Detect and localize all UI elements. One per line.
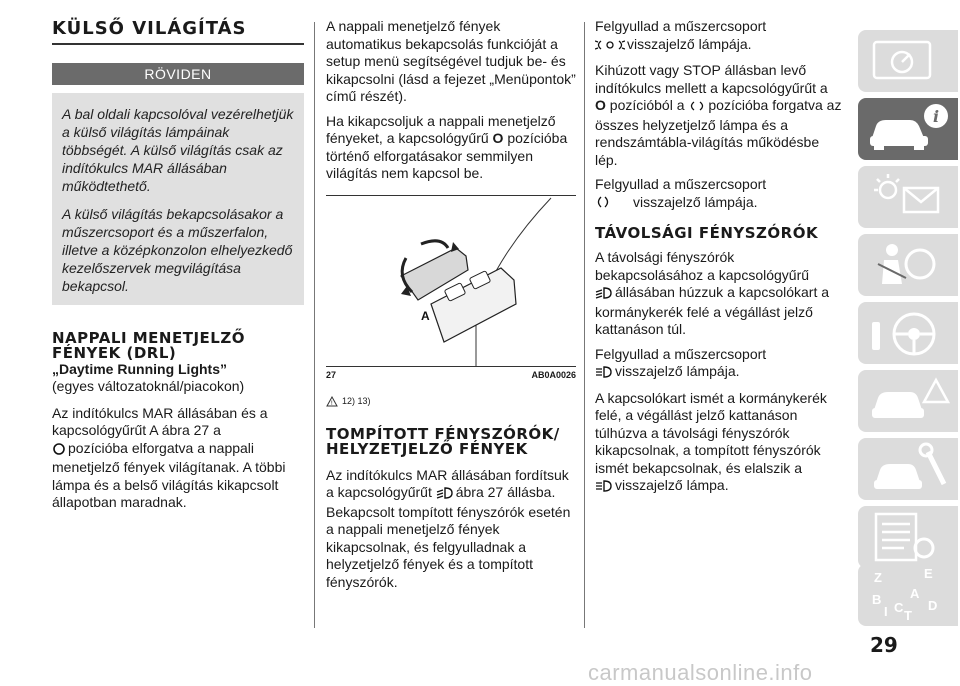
column-right [595,18,843,504]
body-text: Felgyullad a műszercsoport [595,176,767,192]
body-text: Kihúzott vagy STOP állásban levő indítókulcs mellett a kapcsológyűrűt a [595,62,828,96]
off-position-symbol: O [595,97,606,113]
figure-code: AB0A0026 [531,369,576,380]
section-title-drl: NAPPALI MENETJELZŐ FÉNYEK (DRL) [52,329,245,362]
section-title-high-beam: TÁVOLSÁGI FÉNYSZÓRÓK [595,224,819,242]
body-text: Ha kikapcsoljuk a nappali menetjelző fényeket, a kapcsológyűrű [326,112,556,146]
spec-list-icon [858,506,958,568]
column-divider [584,22,585,628]
column-left [52,18,304,519]
chapter-tab-maintenance[interactable] [858,438,958,500]
section-title-low-beam: TOMPÍTOTT FÉNYSZÓRÓK/ HELYZETJELZŐ FÉNYEK [326,424,560,458]
summary-header: RÖVIDEN [52,63,304,85]
dashboard-gauge-icon [858,30,958,92]
body-text: ábra 27 állásba. Bekapcsolt tompított fényszórók esetén a nappali menetjelző fények kikapcsolnak, és felgyulladnak a helyzetjelző fények és a tompított fényszórók. [326,484,571,590]
body-paragraph [595,62,843,169]
chapter-tab-safety[interactable] [858,234,958,296]
chapter-tab-dashboard[interactable] [858,30,958,92]
body-paragraph [595,176,843,213]
warning-triangle-icon [326,396,338,407]
light-switch-illustration [326,196,576,366]
body-paragraph: A nappali menetjelző fények automatikus bekapcsolás funkcióját a setup menü segítségével tudjuk be- és kikapcsolni (lásd a fejezet „Menüpontok” című részét). [326,18,576,104]
wrench-car-icon [858,438,958,500]
section-note: (egyes változatoknál/piacokon) [52,378,245,394]
body-paragraph [595,249,843,339]
body-text: pozícióból a [609,97,685,113]
body-paragraph [595,346,843,383]
body-text: Az indítókulcs MAR állásában fordítsuk a kapcsológyűrűt [326,466,569,500]
svg-text:!: ! [331,400,333,407]
position-lights-icon [595,195,611,214]
high-beam-icon [595,479,613,497]
watermark: carmanualsonline.info [588,660,813,685]
car-info-icon [858,98,958,160]
figure-label-a: A [421,308,430,323]
position-lights-switch-icon [688,99,706,117]
summary-box [52,93,304,305]
low-beam-icon [436,486,454,504]
body-text: visszajelző lámpája. [627,35,752,52]
warning-light-icon [858,166,958,228]
body-text: Az indítókulcs MAR állásában és a kapcsológyűrűt A ábra 27 a [52,404,268,438]
low-beam-icon [595,286,613,304]
summary-paragraph: A bal oldali kapcsolóval vezérelhetjük a külső világítás lámpáinak többségét. A külső világítás csak az indítókulcs MAR állásában működtethető. [62,106,294,194]
off-position-symbol: O [492,130,504,146]
body-text: pozícióba történő elforgatásakor semmilyen világítás nem kapcsol be. [326,130,568,181]
body-paragraph [52,405,304,512]
chapter-tab-warning-lights[interactable] [858,166,958,228]
column-middle [326,18,576,598]
body-paragraph [326,467,576,592]
body-text: pozícióba forgatva az összes helyzetjelző lámpa és a rendszámtábla-világítás működésbe lép. [595,97,842,168]
chapter-tab-index[interactable] [858,564,958,626]
car-warning-icon [858,370,958,432]
index-letter: D [928,598,938,613]
body-paragraph [595,18,843,55]
steering-wheel-icon [858,302,958,364]
body-text: A távolsági fényszórók bekapcsolásához a kapcsológyűrű [595,249,810,283]
figure-number: 27 [326,369,337,380]
body-text: pozícióba elforgatva a nappali menetjelző fények világítanak. A többi lámpa és a belső világítás kikapcsolt állapotban maradnak. [52,439,286,510]
chapter-tab-getting-to-know[interactable] [858,98,958,160]
index-letter: A [910,586,920,601]
drl-symbol-icon [52,442,66,460]
body-text: A kapcsolókart ismét a kormánykerék felé, a végállást jelző kattanáson túlhúzva a távolsági fényszórók kikapcsolnak, a tompított fényszórók ismét bekapcsolnak, és elalszik a [595,389,827,476]
chapter-tab-starting-driving[interactable] [858,302,958,364]
column-divider [314,22,315,628]
body-paragraph [326,113,576,183]
page-number: 29 [870,633,898,657]
chapter-tab-emergency[interactable] [858,370,958,432]
index-letter: B [872,592,882,607]
body-text: állásában húzzuk a kapcsolókart a kormánykerék felé a végállást jelző kattanáson túl. [595,284,830,337]
figure-caption [326,370,576,380]
body-text: visszajelző lámpája. [633,193,758,210]
note-reference-text: 12) 13) [342,396,371,406]
high-beam-icon [595,365,613,383]
figure-light-switch [326,195,576,367]
body-paragraph [595,390,843,497]
body-text: visszajelző lámpája. [615,363,740,379]
summary-paragraph: A külső világítás bekapcsolásakor a műszercsoport és a műszerfalon, illetve a középkonzolon elhelyezkedő kezelőszervek megvilágítása bekapcsol. [62,206,293,294]
airbag-person-icon [858,234,958,296]
position-lights-icon [595,38,625,56]
chapter-tab-technical-data[interactable] [858,506,958,568]
note-references [326,396,576,407]
index-letter: Z [874,570,882,585]
body-text: Felgyullad a műszercsoport [595,345,767,362]
body-text: Felgyullad a műszercsoport [595,18,767,34]
index-letter: E [924,566,933,581]
body-text: visszajelző lámpa. [615,477,729,493]
info-glyph: i [933,107,940,126]
index-letter: T [904,608,912,623]
section-subtitle: „Daytime Running Lights” [52,361,227,377]
page-title: KÜLSŐ VILÁGÍTÁS [52,18,304,45]
alphabet-index-icon [858,564,958,626]
index-letter: C [894,600,904,615]
index-letter: I [884,604,888,619]
